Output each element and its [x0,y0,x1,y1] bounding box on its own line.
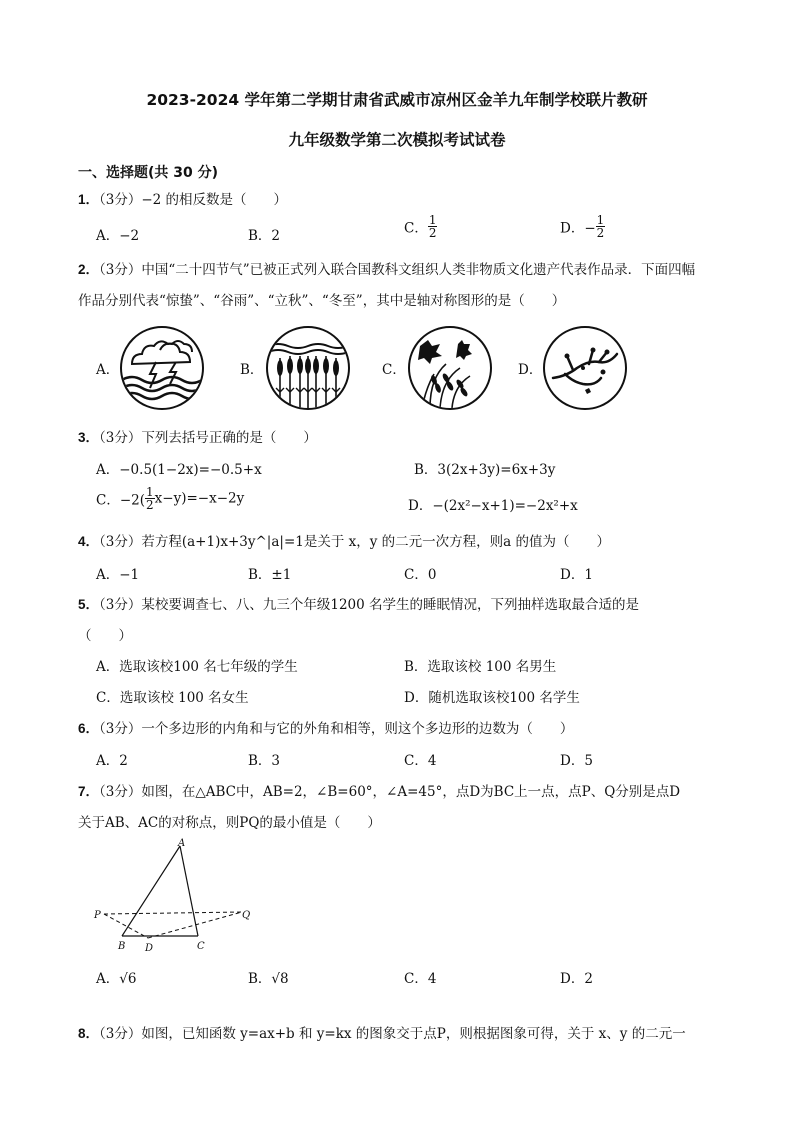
reflection-lines [104,912,242,938]
question-6 [78,717,573,737]
point-label-p: P [94,910,101,921]
q2-option-d[interactable]: D． [518,362,543,378]
question-5 [78,593,639,613]
question-score: （3分） [99,721,142,737]
question-number: 7． [78,784,100,799]
fraction-numerator: 1 [428,213,437,227]
question-stem-line1: 中国“二十四节气”已被正式列入联合国教科文组织人类非物质文化遗产代表作品录．下面四幅 [141,262,696,278]
section-heading: 一、选择题(共 30 分) [78,165,219,181]
q3-option-a[interactable]: A．−0.5(1−2x)=−0.5+x [96,462,262,478]
q1-option-b[interactable]: B．2 [248,228,281,244]
winter-branch-icon [543,326,627,410]
q3-option-d[interactable]: D．−(2x²−x+1)=−2x²+x [408,498,578,514]
question-number: 1． [78,192,100,207]
question-8 [78,1022,686,1042]
question-number: 4． [78,534,100,549]
q4-option-d[interactable]: D．1 [560,567,593,583]
exam-title-line2: 九年级数学第二次模拟考试试卷 [288,131,506,149]
q2-option-a[interactable]: A． [96,362,120,378]
question-stem: −2 的相反数是（ ） [141,192,288,208]
question-score: （3分） [99,262,142,278]
question-1 [78,188,287,208]
question-score: （3分） [99,192,142,208]
fraction [428,214,438,239]
q5-option-c[interactable]: C．选取该校 100 名女生 [96,690,249,706]
vertex-label-c: C [197,941,205,952]
point-label-q: Q [242,910,251,921]
question-stem-line1: 如图，在△ABC中，AB=2，∠B=60°，∠A=45°，点D为BC上一点，点P、Q分别是点D [141,784,681,800]
q5-option-b[interactable]: B．选取该校 100 名男生 [404,659,557,675]
question-number: 8． [78,1026,100,1041]
q6-option-d[interactable]: D．5 [560,753,593,769]
question-2 [78,258,695,278]
fraction-denominator: 2 [428,226,437,240]
question-stem: 如图，已知函数 y=ax+b 和 y=kx 的图象交于点P，则根据图象可得，关于 x、y 的二元一 [141,1026,686,1042]
question-score: （3分） [99,534,142,550]
question-stem: 若方程(a+1)x+3y^|a|=1是关于 x，y 的二元一次方程，则a 的值为（ ） [141,534,611,550]
q1-option-c[interactable] [404,214,437,239]
q7-option-d[interactable]: D．2 [560,971,593,987]
q1-option-d[interactable] [560,214,605,239]
q5-option-a[interactable]: A．选取该校100 名七年级的学生 [96,659,298,675]
q5-option-d[interactable]: D．随机选取该校100 名学生 [404,690,580,706]
fraction [145,486,155,511]
rice-leaf-icon [408,326,492,410]
fraction-numerator: 1 [146,485,154,499]
question-score: （3分） [99,597,142,613]
expression-suffix: x−y)=−x−2y [154,490,245,507]
fraction-numerator: 1 [596,213,605,227]
question-score: （3分） [99,1026,142,1042]
grain-field-icon [266,326,350,410]
question-number: 5． [78,597,100,612]
triangle-figure [92,838,262,958]
point-label-d: D [145,943,154,954]
question-5-line2: （ ） [78,628,132,644]
fraction-denominator: 2 [596,226,605,240]
question-number: 6． [78,721,100,736]
q6-option-a[interactable]: A．2 [96,753,128,769]
q1-option-a[interactable]: A．−2 [96,228,140,244]
vertex-label-b: B [118,941,126,952]
q2-option-c[interactable]: C． [382,362,406,378]
question-2-line2: 作品分别代表“惊蛰”、“谷雨”、“立秋”、“冬至”，其中是轴对称图形的是（ ） [78,293,566,309]
question-3 [78,426,317,446]
question-number: 2． [78,262,100,277]
q3-option-b[interactable]: B．3(2x+3y)=6x+3y [414,462,556,478]
q2-option-b[interactable]: B． [240,362,264,378]
vertex-label-a: A [178,838,186,849]
option-label: D．− [560,220,596,237]
q4-option-b[interactable]: B．±1 [248,567,292,583]
fraction [596,214,606,239]
question-stem-line1: 某校要调查七、八、九三个年级1200 名学生的睡眠情况，下列抽样选取最合适的是 [141,597,640,613]
question-stem: 一个多边形的内角和与它的外角和相等，则这个多边形的边数为（ ） [141,721,574,737]
q7-option-a[interactable]: A．√6 [96,971,137,987]
question-7 [78,780,680,800]
fraction-denominator: 2 [146,498,154,512]
question-score: （3分） [99,430,142,446]
question-score: （3分） [99,784,142,800]
question-4 [78,530,610,550]
question-stem: 下列去括号正确的是（ ） [141,430,317,446]
triangle-abc [122,846,198,936]
thunder-cloud-icon [120,326,204,410]
question-number: 3． [78,430,100,445]
q4-option-a[interactable]: A．−1 [96,567,140,583]
q4-option-c[interactable]: C．0 [404,567,437,583]
expression-prefix: C．−2( [96,492,145,509]
q6-option-b[interactable]: B．3 [248,753,281,769]
question-7-line2: 关于AB、AC的对称点，则PQ的最小值是（ ） [78,815,381,831]
exam-title-line1: 2023-2024 学年第二学期甘肃省武威市凉州区金羊九年制学校联片教研 [146,91,648,109]
q7-option-b[interactable]: B．√8 [248,971,289,987]
q3-option-c[interactable] [96,486,244,511]
option-label: C． [404,220,428,237]
q6-option-c[interactable]: C．4 [404,753,437,769]
q7-option-c[interactable]: C．4 [404,971,437,987]
